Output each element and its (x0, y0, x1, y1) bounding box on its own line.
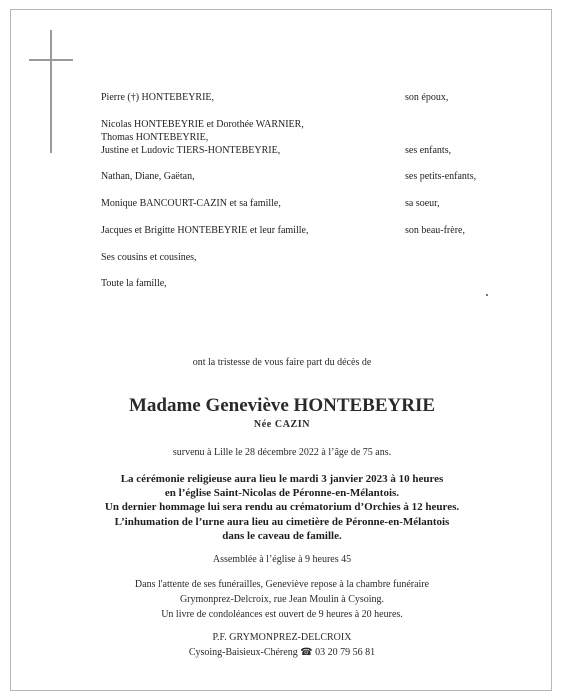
repose-line: Un livre de condoléances est ouvert de 9 heures à 20 heures. (161, 609, 403, 620)
ceremony-line: en l’église Saint-Nicolas de Péronne-en-Mélantois. (164, 487, 400, 500)
gathering-time: Assemblée à l’église à 9 heures 45 (212, 554, 352, 565)
funeral-home-city: Cysoing-Baisieux-Chéreng (188, 647, 298, 658)
family-relationship: ses petits-enfants, (405, 171, 477, 182)
funeral-home-phone: 03 20 79 56 81 (315, 647, 376, 658)
ceremony-line: L’inhumation de l’urne aura lieu au cimetière de Péronne-en-Mélantois (114, 515, 450, 528)
family-relationship: ses enfants, (405, 145, 452, 156)
family-name: Ses cousins et cousines, (101, 252, 197, 263)
phone-icon: ☎ (300, 647, 313, 658)
family-name: Pierre (†) HONTEBEYRIE, (101, 92, 215, 103)
deceased-name: Madame Geneviève HONTEBEYRIE (128, 395, 436, 416)
family-name: Toute la famille, (101, 278, 167, 289)
funeral-home-block (0, 630, 564, 660)
ceremony-block (0, 472, 564, 543)
repose-line: Grymonprez-Delcroix, rue Jean Moulin à Cysoing. (179, 594, 385, 605)
repose-line: Dans l'attente de ses funérailles, Geneviève repose à la chambre funéraire (134, 579, 430, 590)
family-name: Monique BANCOURT-CAZIN et sa famille, (101, 198, 281, 209)
funeral-home-contact (0, 645, 564, 660)
family-name: Jacques et Brigitte HONTEBEYRIE et leur famille, (101, 225, 309, 236)
maiden-name: Née CAZIN (253, 419, 311, 430)
family-name: Thomas HONTEBEYRIE, (101, 132, 209, 143)
ink-dot (486, 294, 488, 296)
ceremony-line: La cérémonie religieuse aura lieu le mardi 3 janvier 2023 à 10 heures (120, 473, 444, 485)
announcement-intro: ont la tristesse de vous faire part du décès de (192, 357, 372, 368)
ceremony-line: dans le caveau de famille. (222, 529, 342, 542)
family-relationship: son époux, (405, 92, 449, 103)
death-details: survenu à Lille le 28 décembre 2022 à l’âge de 75 ans. (172, 447, 392, 458)
family-name: Justine et Ludovic TIERS-HONTEBEYRIE, (101, 145, 281, 156)
funeral-home-name: P.F. GRYMONPREZ-DELCROIX (212, 632, 352, 643)
family-name: Nathan, Diane, Gaëtan, (101, 171, 195, 182)
cross-icon-bar (29, 59, 73, 61)
family-relationship: son beau-frère, (405, 225, 465, 236)
cross-icon (50, 30, 52, 153)
family-name: Nicolas HONTEBEYRIE et Dorothée WARNIER, (101, 119, 304, 130)
ceremony-line: Un dernier hommage lui sera rendu au crématorium d’Orchies à 12 heures. (104, 501, 460, 514)
family-relationship: sa soeur, (405, 198, 440, 209)
repose-block (0, 577, 564, 622)
